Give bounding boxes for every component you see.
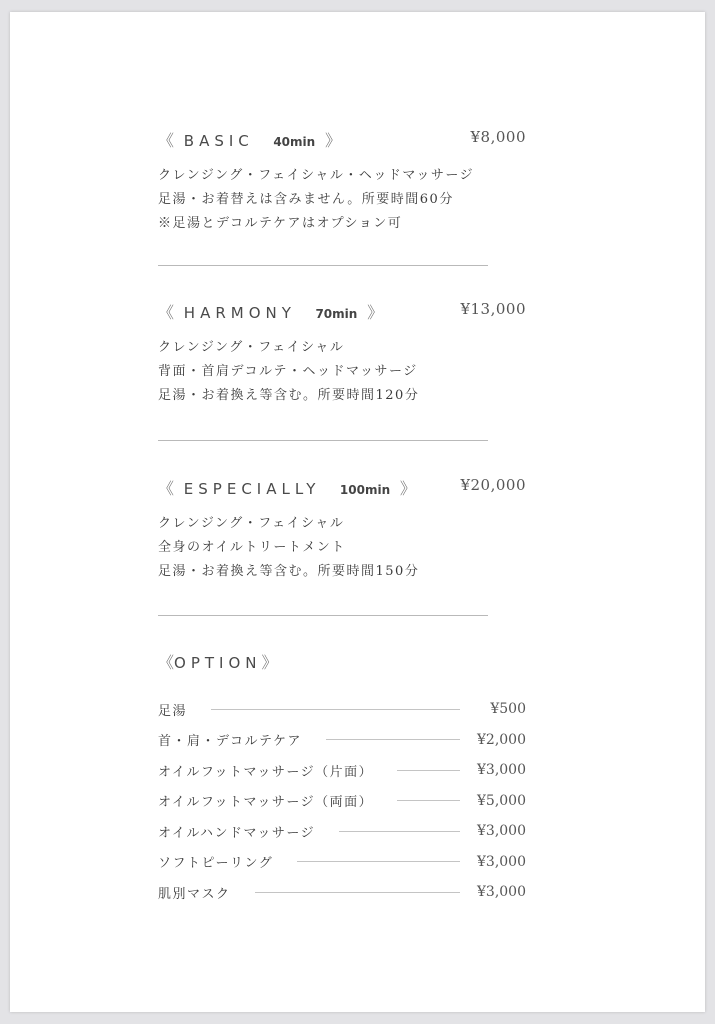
course-especially (158, 476, 526, 584)
close-bracket: 》 (261, 653, 278, 672)
option-item (158, 755, 526, 786)
leader-line (297, 861, 460, 862)
section-divider (158, 265, 488, 266)
course-price: ¥20,000 (460, 476, 526, 494)
leader-line (326, 739, 460, 740)
option-name: 肌別マスク (158, 886, 231, 902)
course-name: ESPECIALLY (183, 480, 321, 498)
option-name: 足湯 (158, 703, 188, 719)
description-line: 足湯・お着替えは含みません。所要時間60分 (158, 192, 454, 207)
course-description (158, 512, 526, 584)
option-price: ¥500 (490, 701, 526, 718)
description-line: クレンジング・フェイシャル (158, 516, 345, 531)
option-item (158, 877, 526, 908)
course-duration: 100min (339, 483, 391, 497)
option-list (158, 694, 526, 908)
course-header (158, 128, 526, 154)
option-name: ソフトピーリング (158, 856, 274, 872)
option-name: オイルフットマッサージ（片面） (158, 764, 374, 780)
option-name: オイルフットマッサージ（両面） (158, 795, 374, 811)
description-line: 足湯・お着換え等含む。所要時間120分 (158, 388, 420, 403)
option-item (158, 725, 526, 756)
option-price: ¥3,000 (477, 884, 526, 901)
course-price: ¥13,000 (460, 300, 526, 318)
description-line: 背面・首肩デコルテ・ヘッドマッサージ (158, 364, 418, 379)
description-line: 足湯・お着換え等含む。所要時間150分 (158, 564, 420, 579)
course-name: BASIC (183, 132, 254, 150)
leader-line (339, 831, 460, 832)
course-description (158, 164, 526, 236)
option-item (158, 816, 526, 847)
course-duration: 40min (273, 135, 316, 149)
close-bracket: 》 (367, 303, 384, 322)
open-bracket: 《 (158, 653, 175, 672)
close-bracket: 》 (399, 479, 416, 498)
description-line: ※足湯とデコルテケアはオプション可 (158, 216, 403, 231)
option-price: ¥3,000 (477, 853, 526, 870)
open-bracket: 《 (158, 131, 175, 150)
leader-line (211, 709, 460, 710)
open-bracket: 《 (158, 479, 175, 498)
course-harmony (158, 300, 526, 408)
section-divider (158, 615, 488, 616)
option-name: オイルハンドマッサージ (158, 825, 316, 841)
close-bracket: 》 (324, 131, 341, 150)
course-name: HARMONY (183, 304, 296, 322)
course-description (158, 336, 526, 408)
option-title-text: OPTION (174, 654, 262, 672)
course-title (158, 128, 341, 151)
section-divider (158, 440, 488, 441)
course-basic (158, 128, 526, 236)
option-name: 首・肩・デコルテケア (158, 734, 302, 750)
course-header (158, 300, 526, 326)
open-bracket: 《 (158, 303, 175, 322)
option-item (158, 694, 526, 725)
option-price: ¥5,000 (477, 792, 526, 809)
course-header (158, 476, 526, 502)
description-line: クレンジング・フェイシャル・ヘッドマッサージ (158, 168, 475, 183)
description-line: クレンジング・フェイシャル (158, 340, 345, 355)
option-price: ¥3,000 (477, 823, 526, 840)
option-item (158, 847, 526, 878)
description-line: 全身のオイルトリートメント (158, 540, 346, 555)
leader-line (397, 800, 460, 801)
leader-line (397, 770, 460, 771)
course-price: ¥8,000 (470, 128, 526, 146)
option-title (158, 650, 278, 673)
course-title (158, 300, 383, 323)
course-title (158, 476, 416, 499)
option-price: ¥2,000 (477, 731, 526, 748)
course-duration: 70min (315, 307, 358, 321)
option-price: ¥3,000 (477, 762, 526, 779)
leader-line (255, 892, 460, 893)
option-item (158, 786, 526, 817)
